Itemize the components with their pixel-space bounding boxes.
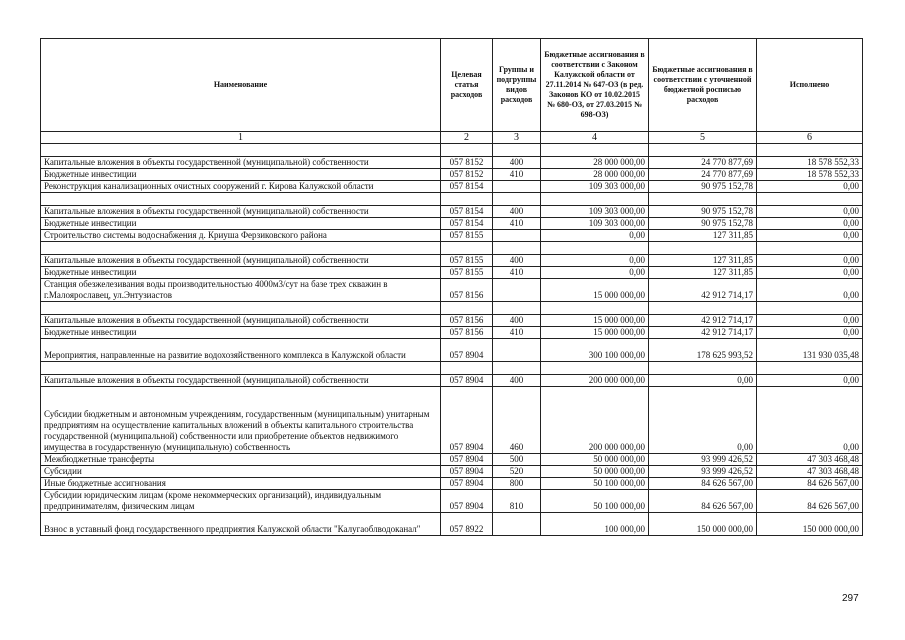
row-budget-law: 15 000 000,00 bbox=[541, 279, 649, 302]
row-budget-refined: 90 975 152,78 bbox=[649, 206, 757, 218]
row-executed bbox=[757, 242, 863, 255]
row-name bbox=[41, 302, 441, 315]
row-target-article: 057 8922 bbox=[441, 513, 493, 536]
table-row bbox=[41, 454, 863, 466]
header-budget-law: Бюджетные ассигнования в соответствии с Законом Калужской области от 27.11.2014 № 647-ОЗ (в ред. Законов КО от 10.02.2015 № 680-ОЗ, от 27.03.2015 № 698-ОЗ) bbox=[541, 39, 649, 132]
table-row bbox=[41, 169, 863, 181]
row-name: Межбюджетные трансферты bbox=[41, 454, 441, 466]
row-executed: 18 578 552,33 bbox=[757, 157, 863, 169]
row-executed bbox=[757, 193, 863, 206]
row-budget-refined bbox=[649, 362, 757, 375]
row-executed: 0,00 bbox=[757, 375, 863, 387]
row-expense-group: 810 bbox=[493, 490, 541, 513]
row-name: Субсидии юридическим лицам (кроме некоммерческих организаций), индивидуальным предпринимателям, физическим лицам bbox=[41, 490, 441, 513]
table-row bbox=[41, 387, 863, 454]
row-target-article bbox=[441, 242, 493, 255]
row-name bbox=[41, 193, 441, 206]
row-target-article: 057 8154 bbox=[441, 218, 493, 230]
row-target-article: 057 8155 bbox=[441, 255, 493, 267]
row-executed: 0,00 bbox=[757, 230, 863, 242]
table-row bbox=[41, 193, 863, 206]
column-number: 1 bbox=[41, 132, 441, 144]
table-body bbox=[41, 144, 863, 536]
row-budget-law bbox=[541, 242, 649, 255]
row-name: Бюджетные инвестиции bbox=[41, 169, 441, 181]
table-row bbox=[41, 181, 863, 193]
row-expense-group: 410 bbox=[493, 327, 541, 339]
row-name: Капитальные вложения в объекты государственной (муниципальной) собственности bbox=[41, 315, 441, 327]
row-executed: 131 930 035,48 bbox=[757, 339, 863, 362]
row-expense-group: 410 bbox=[493, 267, 541, 279]
table-row bbox=[41, 375, 863, 387]
row-executed: 18 578 552,33 bbox=[757, 169, 863, 181]
row-budget-refined: 93 999 426,52 bbox=[649, 466, 757, 478]
row-target-article: 057 8904 bbox=[441, 387, 493, 454]
row-budget-law: 100 000,00 bbox=[541, 513, 649, 536]
row-budget-law bbox=[541, 302, 649, 315]
row-budget-law: 50 000 000,00 bbox=[541, 454, 649, 466]
row-budget-law: 200 000 000,00 bbox=[541, 387, 649, 454]
budget-table bbox=[40, 38, 863, 536]
row-target-article: 057 8904 bbox=[441, 454, 493, 466]
row-expense-group bbox=[493, 513, 541, 536]
row-expense-group bbox=[493, 193, 541, 206]
row-expense-group bbox=[493, 230, 541, 242]
row-target-article: 057 8154 bbox=[441, 181, 493, 193]
row-name: Строительство системы водоснабжения д. Криуша Ферзиковского района bbox=[41, 230, 441, 242]
table-row bbox=[41, 362, 863, 375]
row-executed: 0,00 bbox=[757, 218, 863, 230]
row-budget-refined: 42 912 714,17 bbox=[649, 279, 757, 302]
row-expense-group: 500 bbox=[493, 454, 541, 466]
row-budget-law: 109 303 000,00 bbox=[541, 206, 649, 218]
row-target-article: 057 8152 bbox=[441, 169, 493, 181]
row-expense-group bbox=[493, 362, 541, 375]
row-budget-refined: 90 975 152,78 bbox=[649, 181, 757, 193]
row-target-article: 057 8904 bbox=[441, 375, 493, 387]
row-expense-group: 800 bbox=[493, 478, 541, 490]
row-name: Капитальные вложения в объекты государственной (муниципальной) собственности bbox=[41, 206, 441, 218]
row-target-article bbox=[441, 193, 493, 206]
row-expense-group: 460 bbox=[493, 387, 541, 454]
row-name: Капитальные вложения в объекты государственной (муниципальной) собственности bbox=[41, 255, 441, 267]
column-number: 2 bbox=[441, 132, 493, 144]
table-row bbox=[41, 206, 863, 218]
row-executed: 0,00 bbox=[757, 387, 863, 454]
row-target-article: 057 8155 bbox=[441, 267, 493, 279]
budget-table-sheet bbox=[40, 38, 862, 536]
row-budget-law bbox=[541, 362, 649, 375]
row-budget-law: 28 000 000,00 bbox=[541, 169, 649, 181]
row-name: Капитальные вложения в объекты государственной (муниципальной) собственности bbox=[41, 157, 441, 169]
row-budget-refined bbox=[649, 242, 757, 255]
row-target-article bbox=[441, 362, 493, 375]
row-budget-refined: 127 311,85 bbox=[649, 267, 757, 279]
row-name: Реконструкция канализационных очистных сооружений г. Кирова Калужской области bbox=[41, 181, 441, 193]
table-row bbox=[41, 157, 863, 169]
page-number: 297 bbox=[842, 593, 859, 604]
row-expense-group: 400 bbox=[493, 375, 541, 387]
row-executed bbox=[757, 362, 863, 375]
row-target-article bbox=[441, 144, 493, 157]
row-target-article: 057 8904 bbox=[441, 478, 493, 490]
table-row bbox=[41, 466, 863, 478]
row-budget-refined: 42 912 714,17 bbox=[649, 327, 757, 339]
column-number: 3 bbox=[493, 132, 541, 144]
row-target-article: 057 8904 bbox=[441, 490, 493, 513]
row-budget-refined: 90 975 152,78 bbox=[649, 218, 757, 230]
row-name: Иные бюджетные ассигнования bbox=[41, 478, 441, 490]
row-budget-refined: 178 625 993,52 bbox=[649, 339, 757, 362]
row-budget-refined bbox=[649, 144, 757, 157]
row-executed: 84 626 567,00 bbox=[757, 490, 863, 513]
row-executed: 0,00 bbox=[757, 279, 863, 302]
row-expense-group bbox=[493, 279, 541, 302]
row-budget-law: 109 303 000,00 bbox=[541, 181, 649, 193]
row-budget-law: 50 000 000,00 bbox=[541, 466, 649, 478]
row-expense-group bbox=[493, 144, 541, 157]
row-budget-law bbox=[541, 144, 649, 157]
column-number-row bbox=[41, 132, 863, 144]
row-budget-law bbox=[541, 193, 649, 206]
row-budget-refined: 0,00 bbox=[649, 375, 757, 387]
row-executed: 0,00 bbox=[757, 315, 863, 327]
row-expense-group: 400 bbox=[493, 315, 541, 327]
row-expense-group: 520 bbox=[493, 466, 541, 478]
column-number: 4 bbox=[541, 132, 649, 144]
row-name: Субсидии бюджетным и автономным учреждениям, государственным (муниципальным) унитарным предприятиям на осуществление капитальных вложений в объекты капитального строительства государственной (муниципальной) собственности или приобретение объектов недвижимого имущества в государственную (муниципальную) собственность bbox=[41, 387, 441, 454]
row-executed bbox=[757, 144, 863, 157]
row-executed: 0,00 bbox=[757, 206, 863, 218]
row-budget-law: 0,00 bbox=[541, 255, 649, 267]
row-budget-refined: 93 999 426,52 bbox=[649, 454, 757, 466]
table-row bbox=[41, 242, 863, 255]
row-expense-group: 400 bbox=[493, 157, 541, 169]
row-budget-refined: 127 311,85 bbox=[649, 230, 757, 242]
row-name: Бюджетные инвестиции bbox=[41, 218, 441, 230]
header-target-article: Целевая статья расходов bbox=[441, 39, 493, 132]
header-budget-refined: Бюджетные ассигнования в соответствии с уточненной бюджетной росписью расходов bbox=[649, 39, 757, 132]
table-row bbox=[41, 490, 863, 513]
row-target-article: 057 8155 bbox=[441, 230, 493, 242]
row-budget-refined: 127 311,85 bbox=[649, 255, 757, 267]
row-expense-group bbox=[493, 302, 541, 315]
row-target-article: 057 8156 bbox=[441, 315, 493, 327]
row-name: Взнос в уставный фонд государственного предприятия Калужской области "Калугаоблводоканал" bbox=[41, 513, 441, 536]
row-budget-refined bbox=[649, 302, 757, 315]
row-expense-group bbox=[493, 242, 541, 255]
row-budget-law: 50 100 000,00 bbox=[541, 490, 649, 513]
row-executed: 0,00 bbox=[757, 267, 863, 279]
row-expense-group: 400 bbox=[493, 206, 541, 218]
row-name: Субсидии bbox=[41, 466, 441, 478]
row-budget-law: 200 000 000,00 bbox=[541, 375, 649, 387]
row-executed: 0,00 bbox=[757, 327, 863, 339]
row-budget-refined: 84 626 567,00 bbox=[649, 478, 757, 490]
row-expense-group bbox=[493, 339, 541, 362]
table-row bbox=[41, 144, 863, 157]
header-executed: Исполнено bbox=[757, 39, 863, 132]
table-row bbox=[41, 513, 863, 536]
row-budget-refined: 0,00 bbox=[649, 387, 757, 454]
row-budget-law: 15 000 000,00 bbox=[541, 327, 649, 339]
row-executed: 47 303 468,48 bbox=[757, 466, 863, 478]
table-row bbox=[41, 255, 863, 267]
row-expense-group: 400 bbox=[493, 255, 541, 267]
row-name: Капитальные вложения в объекты государственной (муниципальной) собственности bbox=[41, 375, 441, 387]
table-row bbox=[41, 339, 863, 362]
row-budget-law: 15 000 000,00 bbox=[541, 315, 649, 327]
row-budget-law: 28 000 000,00 bbox=[541, 157, 649, 169]
row-expense-group bbox=[493, 181, 541, 193]
table-row bbox=[41, 315, 863, 327]
row-name bbox=[41, 362, 441, 375]
row-target-article: 057 8156 bbox=[441, 279, 493, 302]
table-row bbox=[41, 302, 863, 315]
row-executed: 0,00 bbox=[757, 255, 863, 267]
row-budget-refined: 150 000 000,00 bbox=[649, 513, 757, 536]
row-target-article: 057 8904 bbox=[441, 466, 493, 478]
row-budget-refined: 84 626 567,00 bbox=[649, 490, 757, 513]
row-expense-group: 410 bbox=[493, 169, 541, 181]
table-row bbox=[41, 327, 863, 339]
table-row bbox=[41, 230, 863, 242]
row-budget-law: 0,00 bbox=[541, 267, 649, 279]
row-name: Бюджетные инвестиции bbox=[41, 327, 441, 339]
table-row bbox=[41, 279, 863, 302]
row-expense-group: 410 bbox=[493, 218, 541, 230]
row-executed bbox=[757, 302, 863, 315]
row-executed: 84 626 567,00 bbox=[757, 478, 863, 490]
table-row bbox=[41, 218, 863, 230]
header-row bbox=[41, 39, 863, 132]
column-number: 5 bbox=[649, 132, 757, 144]
row-target-article: 057 8156 bbox=[441, 327, 493, 339]
row-name: Бюджетные инвестиции bbox=[41, 267, 441, 279]
row-budget-refined: 42 912 714,17 bbox=[649, 315, 757, 327]
row-budget-law: 300 100 000,00 bbox=[541, 339, 649, 362]
row-name bbox=[41, 242, 441, 255]
row-budget-refined: 24 770 877,69 bbox=[649, 169, 757, 181]
row-budget-refined: 24 770 877,69 bbox=[649, 157, 757, 169]
row-budget-law: 50 100 000,00 bbox=[541, 478, 649, 490]
row-target-article bbox=[441, 302, 493, 315]
row-budget-law: 0,00 bbox=[541, 230, 649, 242]
row-budget-refined bbox=[649, 193, 757, 206]
header-name: Наименование bbox=[41, 39, 441, 132]
row-target-article: 057 8152 bbox=[441, 157, 493, 169]
row-executed: 150 000 000,00 bbox=[757, 513, 863, 536]
row-target-article: 057 8904 bbox=[441, 339, 493, 362]
row-budget-law: 109 303 000,00 bbox=[541, 218, 649, 230]
row-name: Станция обезжелезивания воды производительностью 4000м3/сут на базе трех скважин в г.Малоярославец, ул.Энтузиастов bbox=[41, 279, 441, 302]
row-executed: 47 303 468,48 bbox=[757, 454, 863, 466]
column-number: 6 bbox=[757, 132, 863, 144]
header-groups: Группы и подгруппы видов расходов bbox=[493, 39, 541, 132]
row-name bbox=[41, 144, 441, 157]
table-row bbox=[41, 478, 863, 490]
row-target-article: 057 8154 bbox=[441, 206, 493, 218]
row-executed: 0,00 bbox=[757, 181, 863, 193]
table-row bbox=[41, 267, 863, 279]
row-name: Мероприятия, направленные на развитие водохозяйственного комплекса в Калужской области bbox=[41, 339, 441, 362]
